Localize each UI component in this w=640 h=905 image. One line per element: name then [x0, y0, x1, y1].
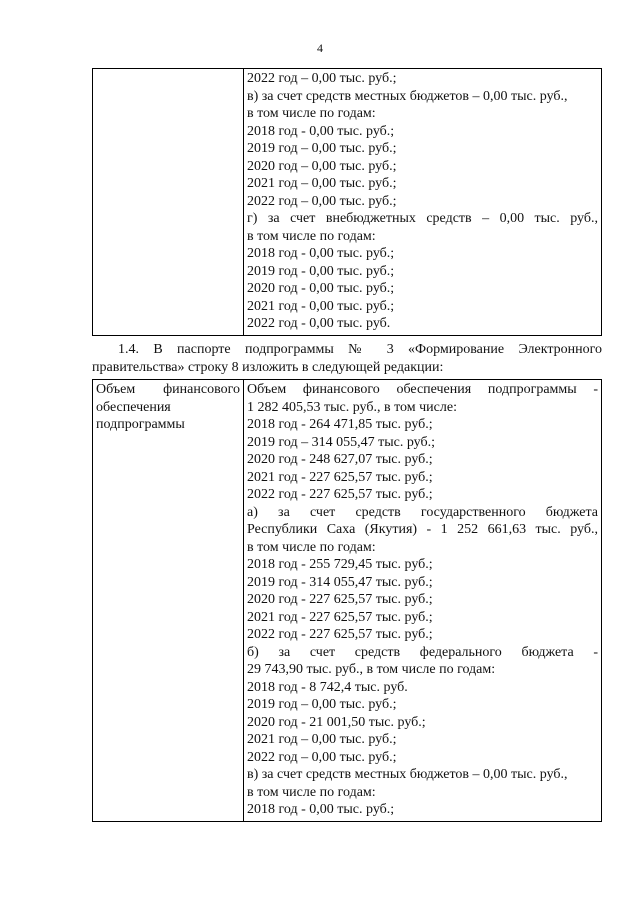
table-line: 2018 год - 0,00 тыс. руб.; [247, 123, 395, 139]
table-right-cell [244, 69, 602, 336]
table-line: б) за счет средств федерального бюджета - [247, 644, 598, 660]
table-line: 2018 год - 255 729,45 тыс. руб.; [247, 557, 433, 572]
table-line: 2020 год - 0,00 тыс. руб.; [247, 281, 395, 296]
funding-table-new [92, 379, 602, 822]
paragraph-line: правительства» строку 8 изложить в следующей редакции: [92, 360, 444, 375]
funding-table-continued [92, 68, 602, 336]
table-line: 1 282 405,53 тыс. руб., в том числе: [247, 399, 457, 415]
table-line: 2018 год - 0,00 тыс. руб.; [247, 246, 395, 261]
table-right-cell [244, 380, 602, 822]
table-line: 2022 год – 0,00 тыс. руб.; [247, 71, 397, 86]
table-line: 2022 год - 0,00 тыс. руб. [247, 316, 391, 331]
table-left-cell [93, 69, 244, 336]
left-cell-line: подпрограммы [96, 417, 185, 432]
table-line: 2022 год – 0,00 тыс. руб.; [247, 193, 397, 209]
table-line: 2018 год - 0,00 тыс. руб.; [247, 802, 395, 817]
table-line: 2019 год – 0,00 тыс. руб.; [247, 697, 397, 712]
table-line: 2019 год - 0,00 тыс. руб.; [247, 263, 395, 279]
table-line: 2021 год – 0,00 тыс. руб.; [247, 732, 397, 747]
amendment-paragraph [92, 341, 602, 377]
paragraph-line: 1.4. В паспорте подпрограммы № 3 «Формирование Электронного [118, 342, 602, 357]
left-cell-line: обеспечения [96, 399, 171, 415]
table-left-cell [93, 380, 244, 822]
table-line: 2020 год – 0,00 тыс. руб.; [247, 158, 397, 174]
table-line: 2021 год - 227 625,57 тыс. руб.; [247, 469, 433, 485]
table-line: 2019 год – 0,00 тыс. руб.; [247, 141, 397, 156]
left-cell-line: Объем финансового [96, 382, 240, 397]
table-line: 2019 год – 314 055,47 тыс. руб.; [247, 434, 435, 450]
table-line: 2020 год - 21 001,50 тыс. руб.; [247, 714, 426, 730]
table-line: г) за счет внебюджетных средств – 0,00 тыс. руб., [247, 211, 598, 226]
table-line: 2020 год - 248 627,07 тыс. руб.; [247, 452, 433, 467]
table-line: 2021 год – 0,00 тыс. руб.; [247, 176, 397, 191]
table-line: 2022 год – 0,00 тыс. руб.; [247, 749, 397, 765]
table-line: а) за счет средств государственного бюджета [247, 504, 598, 520]
table-line: 2019 год - 314 055,47 тыс. руб.; [247, 574, 433, 590]
table-line: в том числе по годам: [247, 539, 376, 555]
table-line: в) за счет средств местных бюджетов – 0,00 тыс. руб., [247, 88, 568, 104]
table-line: 2020 год - 227 625,57 тыс. руб.; [247, 592, 433, 607]
table-line: в том числе по годам: [247, 106, 376, 121]
table-row [93, 380, 602, 822]
table-line: в) за счет средств местных бюджетов – 0,00 тыс. руб., [247, 767, 568, 782]
table-line: 2018 год - 8 742,4 тыс. руб. [247, 679, 408, 695]
table-line: в том числе по годам: [247, 784, 376, 800]
table-line: 29 743,90 тыс. руб., в том числе по годам: [247, 662, 496, 677]
table-line: 2022 год - 227 625,57 тыс. руб.; [247, 627, 433, 642]
table-line: 2022 год - 227 625,57 тыс. руб.; [247, 487, 433, 502]
table-line: 2018 год - 264 471,85 тыс. руб.; [247, 417, 433, 432]
table-line: Республики Саха (Якутия) - 1 252 661,63 тыс. руб., [247, 522, 598, 537]
table-line: в том числе по годам: [247, 228, 376, 244]
table-row [93, 69, 602, 336]
table-line: 2021 год - 227 625,57 тыс. руб.; [247, 609, 433, 625]
page-number: 4 [317, 41, 323, 55]
table-line: Объем финансового обеспечения подпрограммы - [247, 382, 598, 397]
table-line: 2021 год - 0,00 тыс. руб.; [247, 298, 395, 314]
